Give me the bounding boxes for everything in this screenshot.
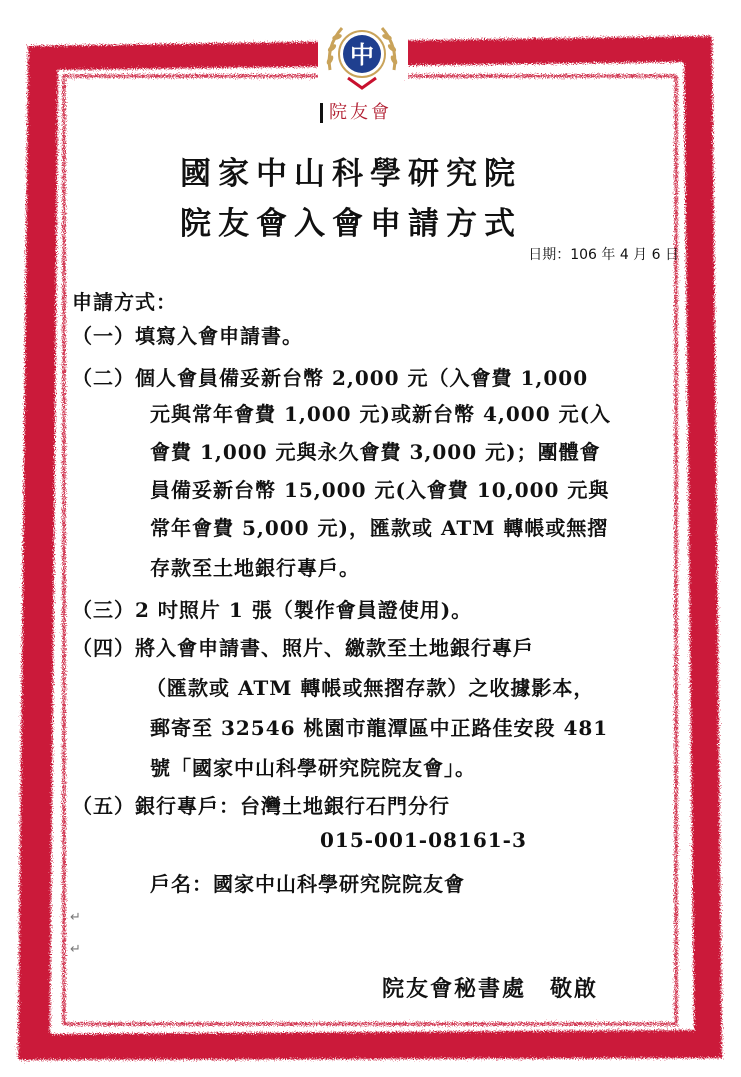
item-2-line-3: 會費 1,000 元與永久會費 3,000 元)；團體會 (150, 440, 601, 464)
logo-bar (320, 103, 323, 123)
item-5-line-1: （五）銀行專戶：台灣土地銀行石門分行 (72, 794, 450, 818)
item-2-line-2: 元與常年會費 1,000 元)或新台幣 4,000 元(入 (150, 402, 612, 426)
paragraph-mark-icon: ↵ (70, 910, 81, 925)
item-2-line-6: 存款至土地銀行專戶。 (150, 556, 360, 580)
item-2-line-1: （二）個人會員備妥新台幣 2,000 元（入會費 1,000 (72, 366, 589, 390)
signature-line: 院友會秘書處 敬啟 (382, 976, 599, 1002)
bank-account-number: 015-001-08161-3 (320, 828, 527, 852)
item-1-line-1: （一）填寫入會申請書。 (72, 324, 303, 348)
item-2-line-5: 常年會費 5,000 元)，匯款或 ATM 轉帳或無摺 (150, 516, 609, 540)
emblem-char: 中 (350, 41, 374, 69)
item-2-line-4: 員備妥新台幣 15,000 元(入會費 10,000 元與 (150, 478, 610, 502)
institute-emblem-icon (318, 12, 406, 96)
document-title-line2: 院友會入會申請方式 (180, 206, 522, 242)
club-logo (320, 98, 392, 124)
club-logo-text: 院友會 (329, 102, 392, 123)
account-holder-name: 戶名：國家中山科學研究院院友會 (150, 872, 465, 896)
document-date: 日期：106 年 4 月 6 日 (528, 247, 679, 263)
document-title-line1: 國家中山科學研究院 (180, 156, 522, 192)
item-3-line-1: （三）2 吋照片 1 張（製作會員證使用)。 (72, 598, 473, 622)
item-4-line-3: 郵寄至 32546 桃園市龍潭區中正路佳安段 481 (150, 716, 609, 740)
item-4-line-4: 號「國家中山科學研究院院友會」。 (150, 756, 476, 780)
section-heading: 申請方式： (72, 290, 177, 314)
item-4-line-2: （匯款或 ATM 轉帳或無摺存款）之收據影本， (146, 676, 595, 700)
item-4-line-1: （四）將入會申請書、照片、繳款至土地銀行專戶 (72, 636, 534, 660)
paragraph-mark-icon: ↵ (70, 942, 81, 957)
